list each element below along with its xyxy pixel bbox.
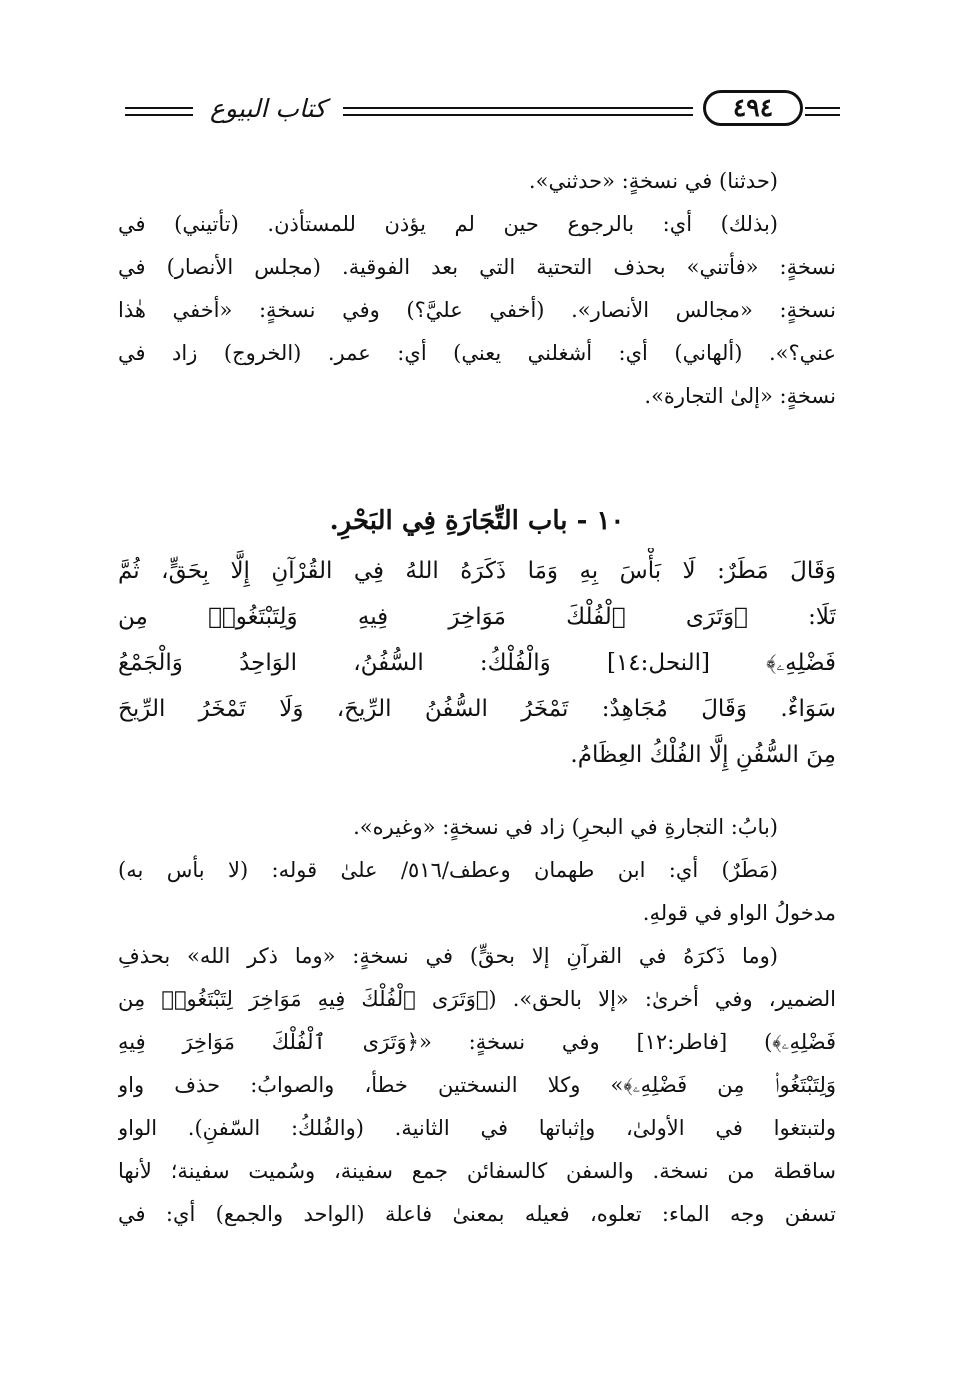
text-line: (وما ذَكرَهُ في القرآنِ إلا بحقٍّ) في نسخةٍ: «وما ذكر الله» بحذفِ	[118, 944, 778, 968]
text-line: (مَطَرٌ) أي: ابن طهمان وعطف/٥١٦/ علىٰ قوله: (لا بأس به)	[118, 858, 778, 882]
text-line: فَضْلِهِۦ﴾) [فاطر:١٢] وفي نسخةٍ: «﴿وَتَرَى ٱلْفُلْكَ مَوَاخِرَ فِيهِ	[118, 1030, 836, 1054]
text-line: نسخةٍ: «مجالس الأنصار». (أخفي عليَّ؟) وفي نسخةٍ: «أخفي هٰذا	[118, 298, 836, 322]
text-line: (حدثنا) في نسخةٍ: «حدثني».	[528, 169, 778, 193]
page-number: ٤٩٤	[703, 90, 803, 126]
header-rule-middle	[343, 107, 693, 116]
text-line: تسفن وجه الماء: تعلوه، فعيله بمعنىٰ فاعلة (الواحد والجمع) أي: في	[118, 1202, 836, 1226]
commentary-bottom	[118, 806, 836, 1236]
text-line: مدخولُ الواو في قولهِ.	[642, 901, 836, 925]
text-line: ساقطة من نسخة. والسفن كالسفائن جمع سفينة، وسُميت سفينة؛ لأنها	[118, 1159, 836, 1183]
text-line: وَلِتَبْتَغُوا۟ مِن فَضْلِهِۦ﴾» وكلا النسختين خطأ، والصوابُ: حذف واو	[118, 1073, 836, 1097]
matn-line: وَقَالَ مَطَرٌ: لَا بَأْسَ بِهِ وَمَا ذَكَرَهُ اللهُ فِي القُرْآنِ إِلَّا بِحَقٍّ، ثُمَّ	[118, 558, 836, 584]
matn-text	[118, 548, 836, 778]
matn-line: مِنَ السُّفُنِ إِلَّا الفُلْكُ العِظَامُ.	[570, 742, 836, 768]
chapter-heading: ١٠ - باب التِّجَارَةِ فِي البَحْرِ.	[329, 506, 625, 536]
text-line: عني؟». (ألهاني) أي: أشغلني يعني) أي: عمر. (الخروج) زاد في	[118, 341, 836, 365]
matn-line: سَوَاءٌ. وَقَالَ مُجَاهِدٌ: تَمْخَرُ السُّفُنُ الرِّيحَ، وَلَا تَمْخَرُ الرِّيحَ	[118, 696, 836, 722]
matn-line: فَضْلِهِۦ﴾ [النحل:١٤] وَالْفُلْكُ: السُّفُنُ، الوَاحِدُ وَالْجَمْعُ	[118, 650, 836, 676]
text-line: نسخةٍ: «إلىٰ التجارة».	[644, 384, 836, 408]
header-rule-right	[805, 107, 840, 116]
text-line: الضمير، وفي أخرىٰ: «إلا بالحق». (﴿وَتَرَى ٱلْفُلْكَ فِيهِ مَوَاخِرَ لِتَبْتَغُوا۟ مِن	[118, 987, 836, 1011]
text-line: نسخةٍ: «فأتني» بحذف التحتية التي بعد الفوقية. (مجلس الأنصار) في	[118, 255, 836, 279]
text-line: (بابُ: التجارةِ في البحرِ) زاد في نسخةٍ: «وغيره».	[353, 815, 778, 839]
text-line: ولتبتغوا في الأولىٰ، وإثباتها في الثانية. (والفُلكُ: السّفنِ). الواو	[118, 1116, 836, 1140]
header-rule-left	[125, 107, 193, 116]
book-title: كتاب البيوع	[209, 94, 327, 123]
running-header	[125, 88, 840, 138]
text-line: (بذلك) أي: بالرجوع حين لم يؤذن للمستأذن. (تأتيني) في	[118, 212, 778, 236]
commentary-top	[118, 160, 836, 418]
matn-line: تَلَا: ﴿وَتَرَى ٱلْفُلْكَ مَوَاخِرَ فِيهِ وَلِتَبْتَغُوا۟ مِن	[118, 604, 836, 630]
